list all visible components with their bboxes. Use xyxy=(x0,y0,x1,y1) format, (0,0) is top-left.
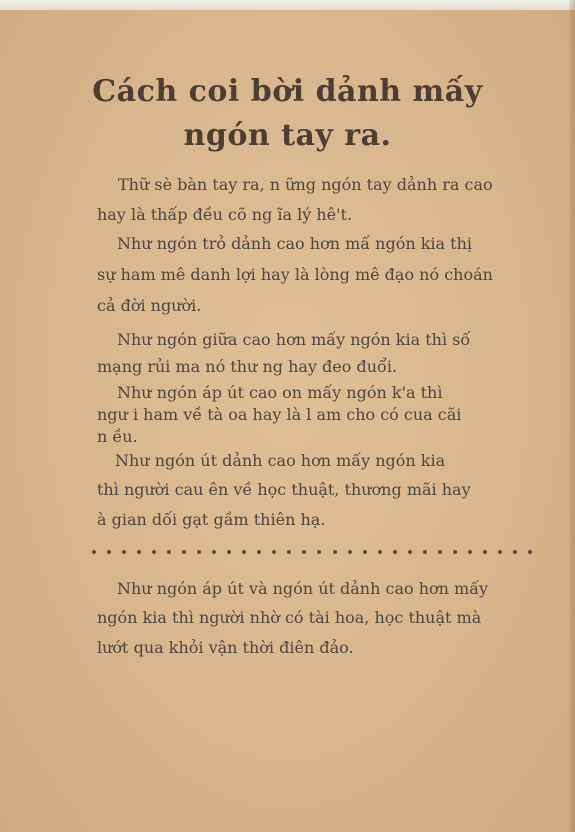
paragraph-4-line-1: Như ngón áp út cao on mấy ngón k'a thì xyxy=(117,383,443,402)
paragraph-2-line-1: Như ngón trỏ dảnh cao hơn mấ ngón kia thị xyxy=(117,234,473,253)
paragraph-2-line-2: sự ham mê danh lợi hay là lòng mê đạo nó choán xyxy=(97,265,493,284)
paragraph-6-line-1: Như ngón áp út và ngón út dảnh cao hơn mấy xyxy=(117,579,489,598)
paragraph-5-line-2: thì người cau ên về học thuật, thương mãi hay xyxy=(97,480,471,499)
dotted-separator xyxy=(92,545,532,559)
page-title-line-1: Cách coi bời dảnh mấy xyxy=(92,74,483,109)
paragraph-3-line-1: Như ngón giữa cao hơn mấy ngón kia thì số xyxy=(117,330,471,349)
paragraph-3-line-2: mạng rủi ma nó thư ng hay đeo đuổi. xyxy=(97,357,398,376)
paragraph-5-line-1: Như ngón út dảnh cao hơn mấy ngón kia xyxy=(115,451,446,470)
paragraph-6-line-3: lướt qua khỏi vận thời điên đảo. xyxy=(97,638,354,657)
paragraph-6-line-2: ngón kia thì người nhờ có tài hoa, học thuật mà xyxy=(97,608,482,627)
paragraph-4-line-3: n ều. xyxy=(97,427,138,446)
paragraph-4-line-2: ngư i ham về tà oa hay là l am cho có cua cãi xyxy=(97,405,462,424)
paragraph-5-line-3: à gian dối gạt gầm thiên hạ. xyxy=(97,510,326,529)
paragraph-1-line-2: hay là thấp đều cõ ng ĩa lý hê't. xyxy=(97,205,353,224)
page-title-line-2: ngón tay ra. xyxy=(183,118,392,153)
paragraph-2-line-3: cả đời người. xyxy=(97,296,202,315)
paragraph-1-line-1: Thữ sè bàn tay ra, n ững ngón tay dảnh ra cao xyxy=(118,175,493,194)
